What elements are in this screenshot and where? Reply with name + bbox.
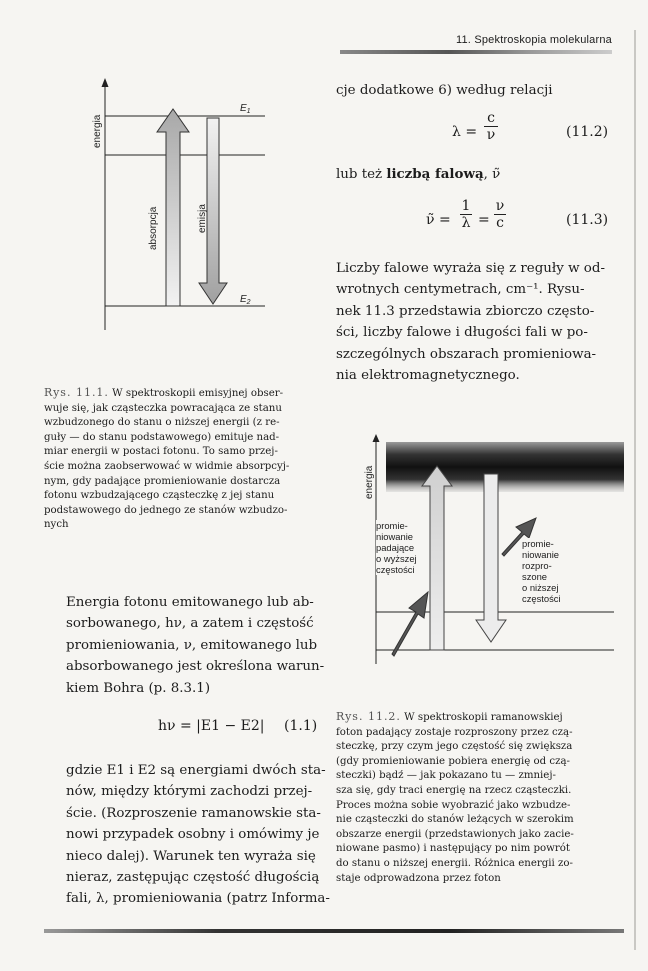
excitation-arrow (422, 466, 452, 650)
figure-energy-levels (80, 78, 280, 340)
continued-line: cje dodatkowe 6) według relacji (336, 83, 553, 98)
axis-label-energia-2: energia (364, 465, 375, 499)
label-absorpcja: absorpcja (148, 206, 159, 250)
equation-wavelength: λ = (452, 124, 478, 140)
footer-rule (44, 929, 624, 933)
label-scattered-radiation: promie- niowanie rozpro- szone o niższej częstości (522, 538, 561, 604)
fraction-nu-over-c: ν c (495, 198, 505, 231)
equation-wavenumber: ν̃ = (426, 212, 451, 228)
term-liczba-falowa: liczbą falową (386, 166, 484, 182)
paragraph-energies: gdzie E1 i E2 są energiami dwóch sta- nów, między którymi zachodzi przej- ście. (Rozproszenie ramanowskie sta- nowi przypadek osobny i omówimy je nieco dalej). Warunek ten wyraża się nieraz, zastępując częstość długością fali, λ, promieniowania (patrz Informa- (66, 763, 330, 907)
label-emisja: emisja (197, 204, 208, 233)
axis-arrowhead (102, 78, 109, 87)
paragraph-wavenumbers: Liczby falowe wyraża się z reguły w od- wrotnych centymetrach, cm⁻¹. Rysu- nek 11.3 przedstawia zbiorczo często- ści, liczby falowe i długości fali w po- szczególnych obszarach promieniowa- nia elektromagnetycznego. (336, 261, 605, 384)
excited-band (386, 442, 624, 492)
page-edge (634, 30, 636, 950)
caption1-label: Rys. 11.1. (44, 386, 109, 399)
caption2-label: Rys. 11.2. (336, 710, 401, 723)
equation-bohr: hν = |E1 − E2| (158, 718, 265, 734)
figure1-caption: Rys. 11.1. W spektroskopii emisyjnej obser- wuje się, jak cząsteczka powracająca ze stanu wzbudzonego do stanu o niższej energii (z re- guły — do stanu podstawowego) emituje nad- miar energii w postaci fotonu. To samo przej- ście można zaobserwować w widmie absorpcyj- nym, gdy padające promieniowanie dostarcza fotonu wzbudzającego cząsteczkę z jej stanu podstawowego do jednego ze stanów wzbudzo- nych (44, 386, 290, 531)
fraction-c-over-nu: c ν (484, 110, 498, 143)
absorption-arrow (157, 109, 189, 306)
header-rule (340, 50, 612, 54)
axis-label-energia: energia (92, 114, 103, 148)
wavenumber-line: lub też liczbą falową, ν̃ (336, 166, 501, 182)
incident-photon-arrow (392, 592, 428, 656)
label-e1: $E_1$ (240, 103, 251, 115)
paragraph-bohr: Energia fotonu emitowanego lub ab- sorbowanego, hν, a zatem i częstość promieniowania, ν, emitowanego lub absorbowanego jest określona warun- kiem Bohra (p. 8.3.1) (66, 595, 325, 696)
running-head: 11. Spektroskopia molekularna (455, 34, 612, 46)
label-incident-radiation: promie- niowanie padające o wyższej częstości (376, 520, 417, 575)
fraction-1-over-lambda: 1 λ (461, 198, 471, 231)
figure2-caption: Rys. 11.2. W spektroskopii ramanowskiej foton padający zostaje rozproszony przez czą- steczkę, przy czym jego częstość się zwiększa (gdy promieniowanie pobiera energię od czą- steczki) bądź — jak pokazano tu — zmniej- sza się, gdy traci energię na rzecz cząsteczki. Proces można sobie wyobrazić jako wzbudze- nie cząsteczki do stanów leżących w szerokim obszarze energii (przedstawionych jako zacie- niowane pasmo) i następujący po nim powrót do stanu o niższej energii. Różnica energii zo- staje odprowadzona przez foton (336, 710, 574, 884)
equation-number-11-3: (11.3) (566, 212, 609, 228)
equation-number-1: (1.1) (284, 718, 318, 734)
equation-number-11-2: (11.2) (566, 124, 609, 140)
label-e2: $E_2$ (240, 294, 251, 306)
relaxation-arrow (476, 474, 506, 642)
